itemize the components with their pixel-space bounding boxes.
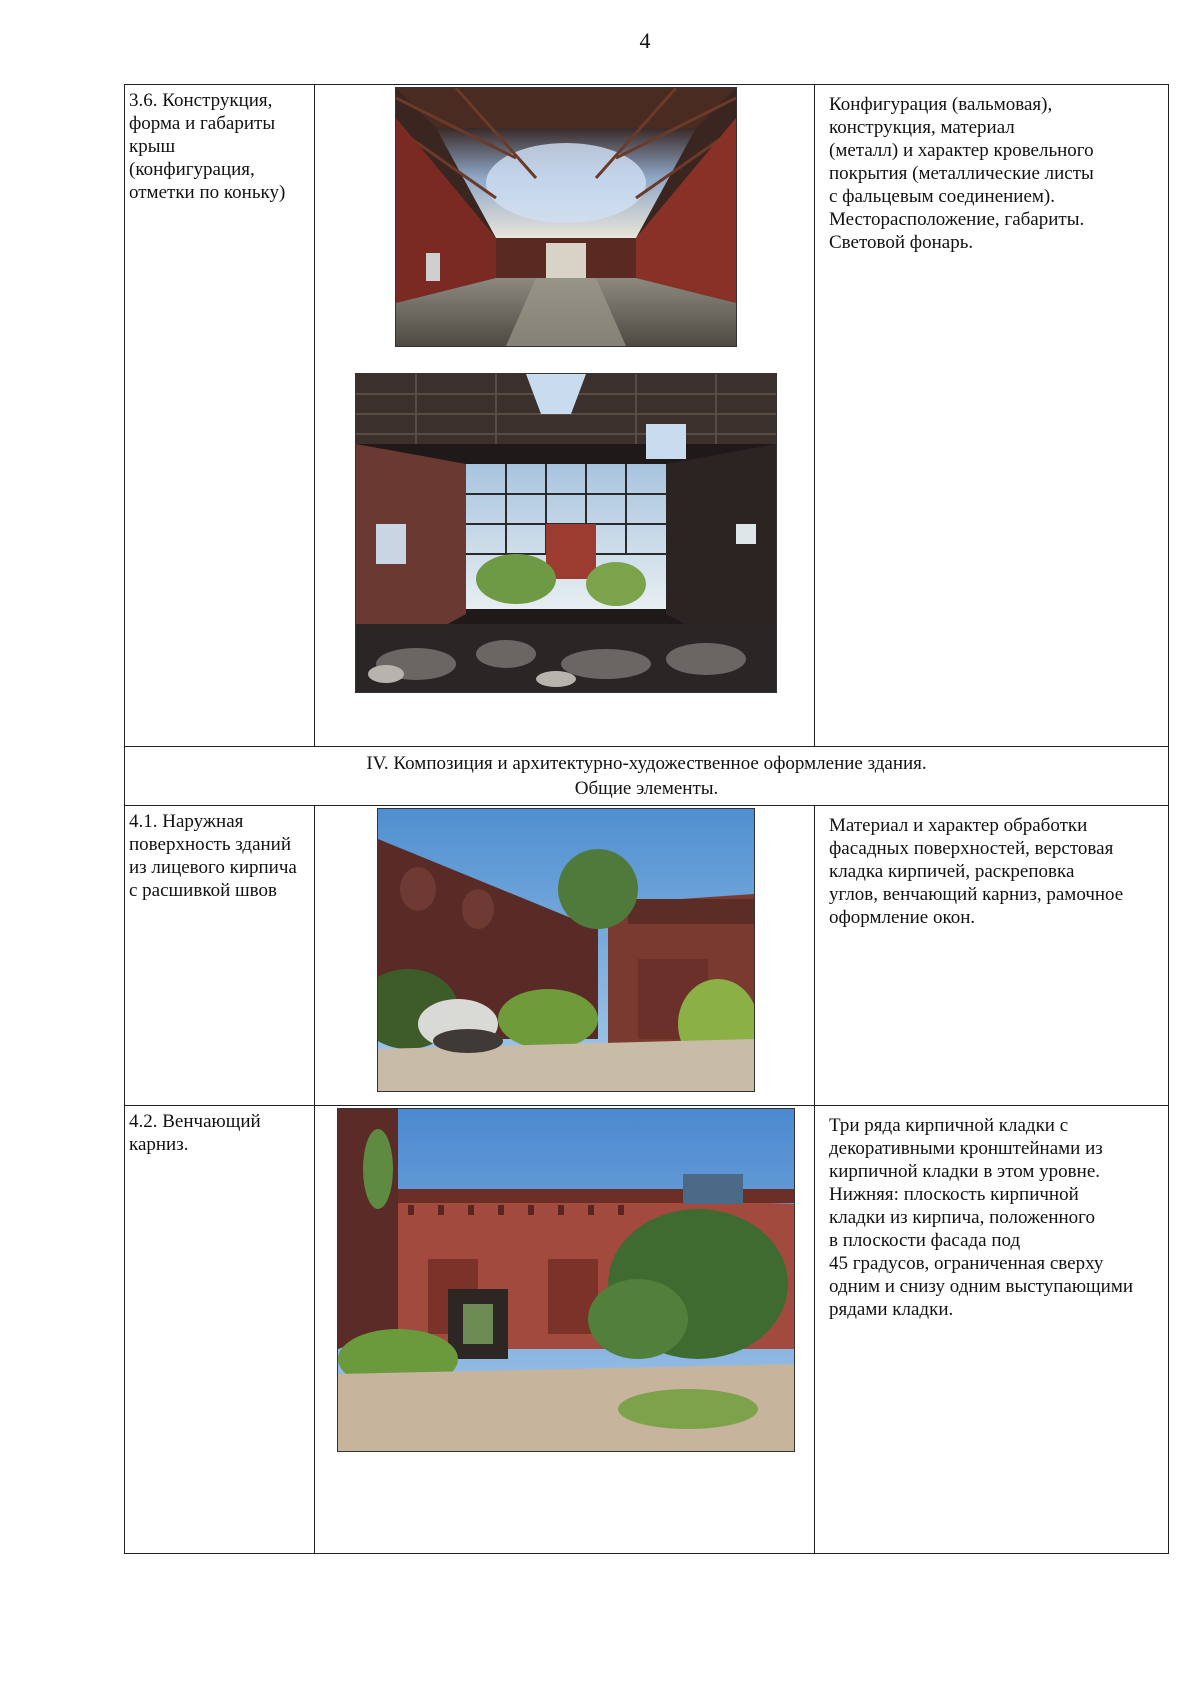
row-label: 3.6. Конструкция, форма и габариты крыш (конфигурация, отметки по коньку) (125, 85, 315, 747)
page-number: 4 (639, 28, 651, 53)
photo-interior-hall (395, 87, 737, 347)
section-title-line2: Общие элементы. (574, 778, 719, 799)
photo-cell (315, 85, 815, 747)
photo-cell (315, 1106, 815, 1554)
row-label: 4.2. Венчающий карниз. (125, 1106, 315, 1554)
photo-cell (315, 806, 815, 1106)
table-row-4-2 (125, 1106, 1169, 1554)
document-table (124, 84, 1169, 1554)
table-row-4-1 (125, 806, 1169, 1106)
table-row-3-6 (125, 85, 1169, 747)
row-description: Материал и характер обработки фасадных поверхностей, верстовая кладка кирпичей, раскреповка углов, венчающий карниз, рамочное оформление окон. (815, 806, 1169, 1106)
row-label: 4.1. Наружная поверхность зданий из лицевого кирпича с расшивкой швов (125, 806, 315, 1106)
photo-cornice-facade (337, 1108, 795, 1452)
row-description: Три ряда кирпичной кладки с декоративными кронштейнами из кирпичной кладки в этом уровне. Нижняя: плоскость кирпичной кладки из кирпича, положенного в плоскости фасада под 45 градусов, ограниченная сверху одним и снизу одним выступающими рядами кладки. (815, 1106, 1169, 1554)
section-title-line1: IV. Композиция и архитектурно-художественное оформление здания. (366, 753, 927, 774)
section-title (125, 747, 1169, 806)
photo-glazed-gable (355, 373, 777, 693)
row-description: Конфигурация (вальмовая), конструкция, материал (металл) и характер кровельного покрытия (металлические листы с фальцевым соединением). Месторасположение, габариты. Световой фонарь. (815, 85, 1169, 747)
section-header-row (125, 747, 1169, 806)
photo-brick-facade (377, 808, 755, 1092)
